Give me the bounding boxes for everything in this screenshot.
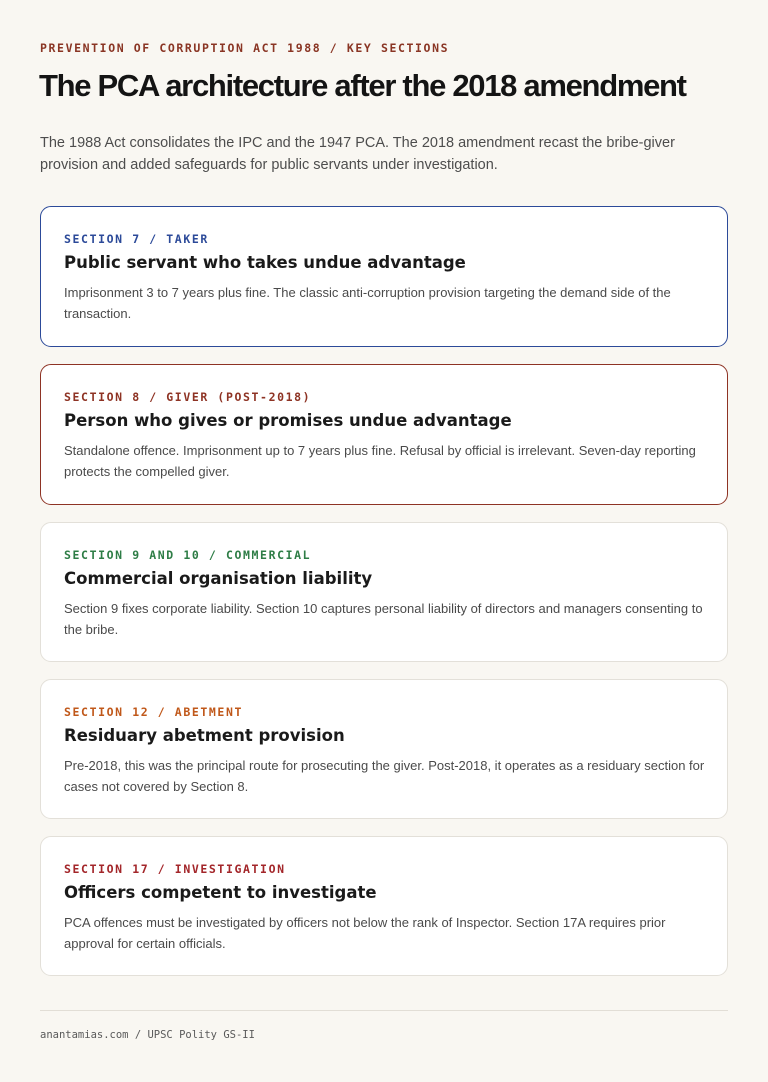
card-section-7	[40, 206, 728, 347]
card-description: Standalone offence. Imprisonment up to 7 years plus fine. Refusal by official is irrelevant. Seven-day reporting protects the compelled giver.	[64, 443, 696, 479]
footer-credit: anantamias.com / UPSC Polity GS-II	[40, 1029, 255, 1041]
card-tag: SECTION 7 / TAKER	[64, 232, 209, 246]
card-description: Pre-2018, this was the principal route for prosecuting the giver. Post-2018, it operates as a residuary section for cases not covered by Section 8.	[64, 758, 705, 794]
card-section-12	[40, 679, 728, 819]
card-heading: Officers competent to investigate	[64, 883, 377, 902]
card-description: Section 9 fixes corporate liability. Section 10 captures personal liability of directors and managers consenting to the bribe.	[64, 601, 703, 637]
card-section-17	[40, 836, 728, 976]
intro-paragraph: The 1988 Act consolidates the IPC and the 1947 PCA. The 2018 amendment recast the bribe-giver provision and added safeguards for public servants under investigation.	[40, 135, 675, 173]
eyebrow-label: PREVENTION OF CORRUPTION ACT 1988 / KEY SECTIONS	[40, 41, 450, 55]
footer-divider	[40, 1010, 728, 1011]
card-description: Imprisonment 3 to 7 years plus fine. The classic anti-corruption provision targeting the demand side of the transaction.	[64, 285, 671, 321]
card-tag: SECTION 12 / ABETMENT	[64, 705, 243, 719]
card-heading: Public servant who takes undue advantage	[64, 253, 466, 272]
card-description: PCA offences must be investigated by officers not below the rank of Inspector. Section 17A requires prior approval for certain officials.	[64, 915, 666, 951]
page-title: The PCA architecture after the 2018 amendment	[39, 68, 686, 103]
card-heading: Commercial organisation liability	[64, 569, 373, 588]
card-section-8	[40, 364, 728, 505]
card-heading: Residuary abetment provision	[64, 726, 345, 745]
card-tag: SECTION 9 AND 10 / COMMERCIAL	[64, 548, 312, 562]
card-tag: SECTION 17 / INVESTIGATION	[64, 862, 286, 876]
card-heading: Person who gives or promises undue advantage	[64, 411, 512, 430]
card-section-9-10	[40, 522, 728, 662]
card-tag: SECTION 8 / GIVER (POST-2018)	[64, 390, 312, 404]
